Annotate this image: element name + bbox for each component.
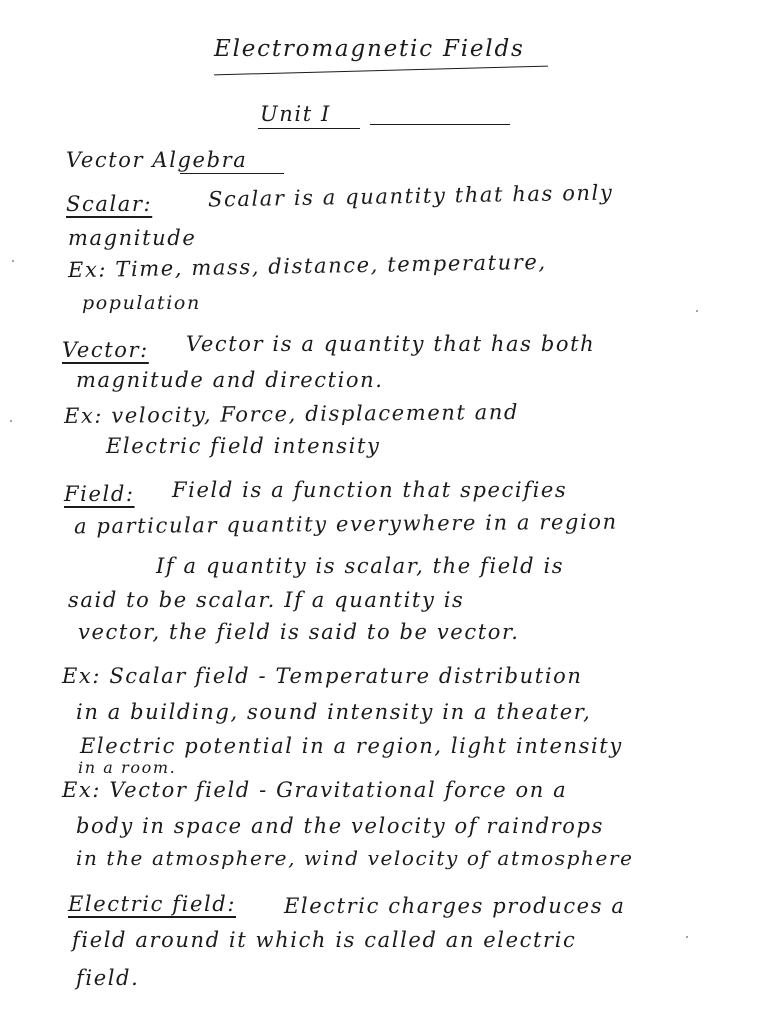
scalar-examples-line-2: population (82, 292, 201, 314)
scalar-definition-line-2: magnitude (68, 226, 197, 250)
electric-field-definition-line-2: field around it which is called an electric (72, 928, 577, 952)
electric-field-term: Electric field: (68, 892, 237, 916)
scalar-examples-line-1: Ex: Time, mass, distance, temperature, (67, 249, 547, 283)
vector-term: Vector: (62, 338, 149, 362)
field-definition-line-2: a particular quantity everywhere in a region (73, 509, 618, 539)
vector-field-example-line-2: body in space and the velocity of raindrops (76, 814, 604, 838)
scan-speck (12, 260, 14, 262)
scan-speck (10, 420, 12, 422)
electric-field-definition-line-1: Electric charges produces a (284, 894, 626, 918)
vector-definition-line-2: magnitude and direction. (76, 368, 384, 392)
scalar-field-example-line-1: Ex: Scalar field - Temperature distribution (62, 664, 583, 688)
scalar-field-example-line-4: in a room. (78, 758, 177, 777)
scalar-field-example-line-3: Electric potential in a region, light intensity (80, 734, 623, 758)
vector-definition-line-1: Vector is a quantity that has both (186, 332, 596, 356)
field-definition-line-4: said to be scalar. If a quantity is (68, 588, 465, 612)
scalar-definition-line-1: Scalar is a quantity that has only (207, 180, 614, 212)
scan-speck (696, 310, 698, 312)
vector-examples-line-1: Ex: velocity, Force, displacement and (63, 400, 520, 428)
field-term: Field: (64, 482, 135, 506)
field-definition-line-5: vector, the field is said to be vector. (78, 620, 520, 644)
section-underline (180, 173, 284, 174)
unit-underline (258, 128, 360, 129)
scalar-field-example-line-2: in a building, sound intensity in a theater, (76, 700, 592, 724)
section-heading: Vector Algebra (66, 148, 248, 172)
page-title: Electromagnetic Fields (214, 36, 525, 62)
vector-field-example-line-1: Ex: Vector field - Gravitational force on a (62, 778, 568, 802)
vector-examples-line-2: Electric field intensity (106, 434, 381, 458)
scan-speck (686, 936, 688, 938)
field-definition-line-1: Field is a function that specifies (172, 478, 568, 502)
unit-heading: Unit I (260, 102, 331, 126)
electric-field-definition-line-3: field. (76, 966, 140, 990)
title-underline (214, 66, 548, 76)
scalar-term: Scalar: (66, 192, 153, 216)
vector-field-example-line-3: in the atmosphere, wind velocity of atmosphere (76, 846, 634, 870)
field-definition-line-3: If a quantity is scalar, the field is (156, 554, 565, 578)
unit-blank-line (370, 124, 510, 125)
